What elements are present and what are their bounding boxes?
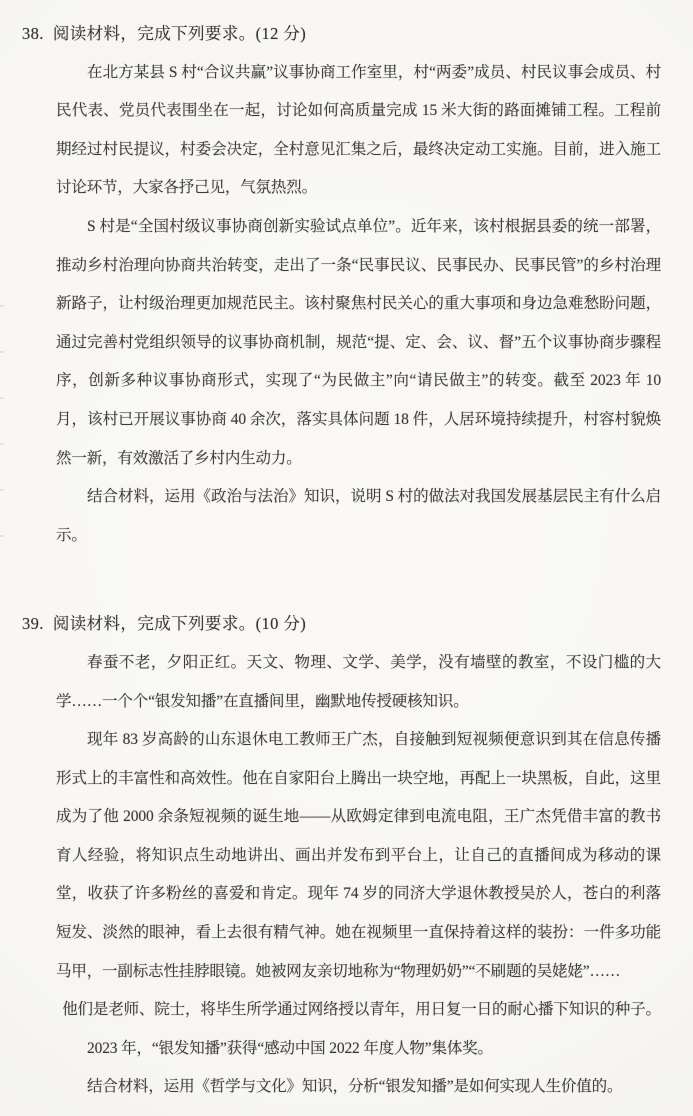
question-38-material-paragraph-2: S 村是“全国村级议事协商创新实验试点单位”。近年来，该村根据县委的统一部署，推动乡村治理向协商共治转变，走出了一条“民事民议、民事民办、民事民管”的乡村治理新路子，让村级治理更加规范民主。该村聚焦村民关心的重大事项和身边急难愁盼问题，通过完善村党组织领导的议事协商机制，规范“提、定、会、议、督”五个议事协商步骤程序，创新多种议事协商形式，实现了“为民做主”向“请民做主”的转变。截至 2023 年 10 月，该村已开展议事协商 40 余次，落实具体问题 18 件，人居环境持续提升，村容村貌焕然一新，有效激活了乡村内生动力。 (56, 217, 661, 467)
question-39-material-paragraph-1: 春蚕不老，夕阳正红。天文、物理、文学、美学，没有墙壁的教室，不设门槛的大学……一个个“银发知播”在直播间里，幽默地传授硬核知识。 (56, 653, 661, 710)
question-39-material-paragraph-3: 他们是老师、院士，将毕生所学通过网络授以青年，用日复一日的耐心播下知识的种子。 (62, 1001, 661, 1019)
question-39-instruction: 阅读材料，完成下列要求。(10 分) (52, 614, 307, 634)
question-39-header-row (22, 605, 661, 644)
page-content (22, 15, 661, 1107)
scan-artifact (0, 305, 4, 560)
question-38-header-row (22, 15, 661, 54)
question-39-material-paragraph-4: 2023 年，“银发知播”获得“感动中国 2022 年度人物”集体奖。 (87, 1039, 493, 1057)
question-39 (22, 605, 661, 1107)
question-38-instruction: 阅读材料，完成下列要求。(12 分) (52, 24, 307, 43)
question-39-material-paragraph-2: 现年 83 岁高龄的山东退休电工教师王广杰，自接触到短视频便意识到其在信息传播形式上的丰富性和高效性。他在自家阳台上腾出一块空地，再配上一块黑板，自此，这里成为了他 2000 余条短视频的诞生地——从欧姆定律到电流电阻，王广杰凭借丰富的教书育人经验，将知识点生动地讲出、画出并发布到平台上，让自己的直播间成为移动的课堂，收获了许多粉丝的喜爱和肯定。现年 74 岁的同济大学退休教授吴於人，苍白的利落短发、淡然的眼神，看上去很有精气神。她在视频里一直保持着这样的装扮：一件多功能马甲，一副标志性挂脖眼镜。她被网友亲切地称为“物理奶奶”“不刷题的吴姥姥”…… (56, 731, 661, 980)
question-38-material-paragraph-1: 在北方某县 S 村“合议共赢”议事协商工作室里，村“两委”成员、村民议事会成员、村民代表、党员代表围坐在一起，讨论如何高质量完成 15 米大街的路面摊铺工程。工程前期经过村民提议，村委会决定，全村意见汇集之后，最终决定动工实施。目前，进入施工讨论环节，大家各抒己见，气氛热烈。 (56, 63, 661, 197)
question-39-number: 39. (22, 614, 44, 634)
question-38 (22, 15, 661, 555)
question-39-task-line: 结合材料，运用《哲学与文化》知识，分析“银发知播”是如何实现人生价值的。 (87, 1078, 623, 1096)
question-38-task-line: 结合材料，运用《政治与法治》知识，说明 S 村的做法对我国发展基层民主有什么启示。 (56, 488, 661, 544)
question-38-number: 38. (22, 24, 44, 43)
